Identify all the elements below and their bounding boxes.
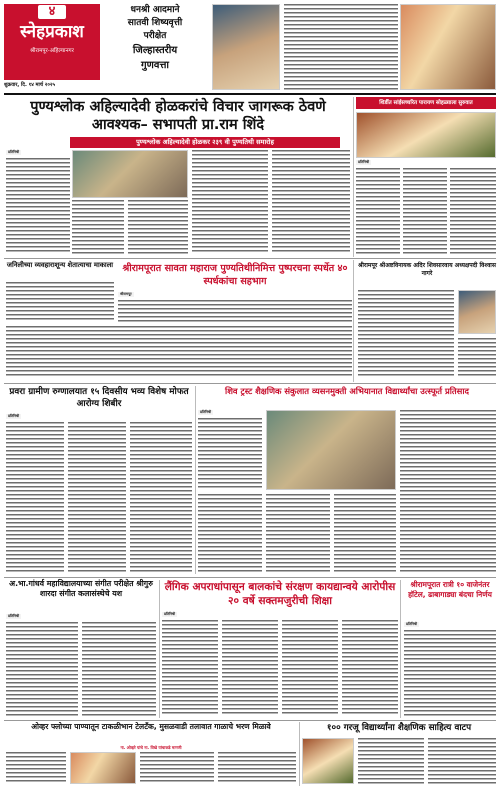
college-text-2: [82, 622, 156, 716]
top-headline-line-1: धनश्री आदमाने: [130, 5, 180, 15]
college-tag: प्रतिनिधी: [8, 614, 20, 618]
hotel-tag: प्रतिनिधी: [406, 622, 418, 626]
top-right-text-2: [403, 168, 447, 256]
divider: [4, 577, 496, 578]
education-text-3: [198, 494, 262, 574]
bottom-left-text-3: [218, 752, 296, 784]
education-tag: प्रतिनिधी: [200, 410, 212, 414]
bottom-right-headline: १०० गरजू विद्यार्थ्यांना शैक्षणिक साहित्य वाटप: [326, 723, 472, 733]
top-right-tag: प्रतिनिधी: [358, 160, 370, 164]
top-headline-line-4: जिल्हास्तरीय: [132, 45, 178, 56]
right-mid-text: [358, 290, 454, 378]
top-right-headline: शिर्डीत सांईसच्चरित पारायण सोहळ्याला सुरुवात: [356, 97, 496, 109]
divider: [4, 383, 496, 384]
education-text-1: [198, 418, 262, 490]
top-headline-line-2: सातवी शिष्यवृत्ती: [127, 18, 183, 28]
health-text-2: [68, 422, 126, 572]
divider: [4, 258, 496, 259]
bottom-left-text-2: [140, 752, 214, 784]
right-mid-portrait: [458, 290, 496, 334]
bottom-left-byline: ना. ओव्हरे यांचे ना. विखे यांचाकडे मागणी: [120, 745, 182, 750]
college-headline: अ.भा.गांधर्व महाविद्यालयाच्या संगीत परीक्षेत श्रीगुरु शारदा संगीत कलासंस्थेचे यश: [9, 579, 153, 599]
sai-center-text: [118, 300, 352, 322]
education-text-2: [400, 410, 496, 574]
health-tag: प्रतिनिधी: [8, 414, 20, 418]
top-headline-line-5: गुणवत्ता: [141, 60, 169, 71]
masthead-title: स्नेहप्रकाश: [20, 22, 84, 42]
lead-text-col-3: [128, 200, 188, 254]
right-mid-headline: श्रीरामपूर श्रीअष्टविनायक अदिर शिवसारवाय अध्यक्षपदी विश्वास नागरे: [358, 262, 496, 278]
health-headline: प्रवरा ग्रामीण रुग्णालयात १५ दिवसीय भव्य विशेष मोफत आरोग्य शिबीर: [9, 387, 189, 409]
wide-text-row: [6, 326, 352, 378]
top-headline-line-3: परीक्षेत: [143, 31, 167, 41]
divider: [4, 93, 496, 95]
lead-text-col-2: [72, 200, 124, 254]
lead-subhead-banner: पुण्यश्लोक अहिल्यादेवी होळकर २३९ वी पुण्यतिथी समारोह: [70, 137, 340, 148]
right-mid-text-2: [458, 338, 496, 378]
column-divider: [400, 580, 401, 718]
bottom-right-text-1: [358, 738, 424, 784]
lead-headline: पुण्यश्लोक अहिल्यादेवी होळकरांचे विचार जागरूक ठेवणे आवश्यक– सभापती प्रा.राम शिंदे: [30, 99, 326, 133]
masthead-subtitle: श्रीरामपूर-अहिल्यानगर: [30, 48, 74, 54]
lead-text-col-1: [6, 158, 70, 254]
lead-tag: प्रतिनिधी: [8, 150, 20, 154]
crime-text-1: [162, 620, 218, 716]
education-text-4: [266, 494, 330, 574]
health-text-3: [130, 422, 192, 572]
column-divider: [159, 580, 160, 718]
masthead-photo: [212, 4, 280, 90]
divider: [4, 720, 496, 721]
lead-photo: [72, 150, 188, 198]
edition-number: ४: [38, 5, 66, 19]
crime-headline: लैंगिक अपराधांपासून बालकांचे संरक्षण कायद्यान्वये आरोपीस २० वर्षे सक्तमजुरीची शिक्षा: [164, 581, 396, 607]
top-headline-box: [102, 4, 208, 90]
top-right-photo: [356, 112, 496, 158]
education-photo: [266, 410, 396, 490]
top-right-text-1: [356, 168, 400, 256]
bottom-left-text-1: [6, 752, 66, 784]
crime-text-2: [222, 620, 278, 716]
bottom-left-headline: ओव्हर फ्लोच्या पाण्यातून टाकळीभान टेलटँक, मुसळवाडी तलावात गाळाचे भरण मिळावे: [31, 722, 271, 731]
lead-text-col-5: [272, 150, 350, 254]
hotel-text: [404, 630, 496, 716]
column-divider: [353, 260, 354, 382]
bottom-right-text-2: [428, 738, 496, 784]
column-divider: [353, 97, 354, 257]
masthead-photo-right: [400, 4, 496, 90]
masthead: [4, 4, 100, 80]
column-divider: [195, 386, 196, 574]
sai-center-headline: श्रीरामपूरात सावता महाराज पुण्यतिथीनिमित्त पुष्परचना स्पर्धेत ४० स्पर्धकांचा सहभाग: [122, 263, 348, 287]
health-text-1: [6, 422, 64, 572]
sai-center-tag: श्रीरामपूर: [120, 292, 132, 296]
masthead-story-text: [284, 4, 398, 90]
hotel-headline: श्रीरामपूरात रात्री १० वाजेनंतर हॉटेल, ढाबागाड्या बंदचा निर्णय: [408, 580, 492, 599]
lead-text-col-4: [192, 150, 268, 254]
education-headline: शिव ट्रस्ट शैक्षणिक संकुलात व्यसनमुक्ती अभियानात विद्यार्थ्यांचा उत्स्फूर्त प्रतिसाद: [225, 386, 469, 396]
college-text-1: [6, 622, 78, 716]
date-line: शुक्रवार, दि. १४ मार्च २०२५: [4, 82, 56, 88]
crime-text-3: [282, 620, 338, 716]
column-divider: [299, 722, 300, 786]
bottom-left-photo: [70, 752, 136, 784]
crime-text-4: [342, 620, 398, 716]
bottom-right-photo: [302, 738, 354, 784]
crime-tag: प्रतिनिधी: [164, 612, 176, 616]
education-text-5: [334, 494, 396, 574]
top-right-text-3: [450, 168, 496, 256]
small-left-headline: जनिलीच्या व्यवहाराशून्य शेतात्याचा माकाला: [6, 261, 114, 269]
small-left-text: [6, 282, 114, 322]
